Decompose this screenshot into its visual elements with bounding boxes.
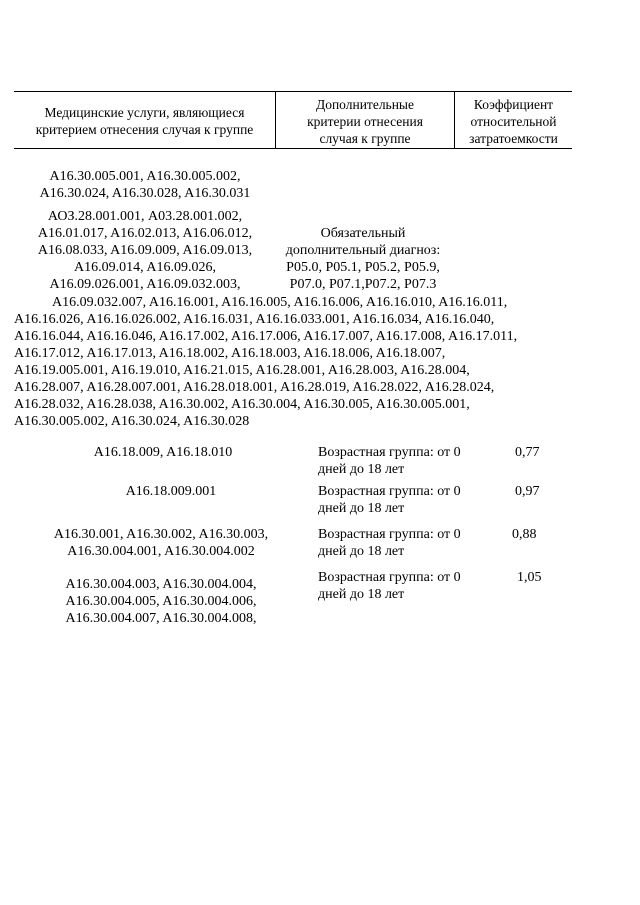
criteria-line: дополнительный диагноз:: [285, 243, 441, 258]
service-codes-line: A16.08.033, A16.09.009, A16.09.013,: [37, 243, 253, 258]
service-codes-line: A16.16.026, A16.16.026.002, A16.16.031, A16.16.033.001, A16.16.034, A16.16.040,: [14, 312, 495, 327]
header-text: затратоемкости: [469, 131, 558, 146]
criteria-line: Возрастная группа: от 0: [318, 484, 461, 499]
services-cell: [40, 483, 302, 500]
criteria-line: дней до 18 лет: [318, 544, 405, 559]
service-codes-line: A16.30.004.007, A16.30.004.008,: [65, 611, 257, 626]
service-codes-line: A16.30.005.002, A16.30.024, A16.30.028: [14, 414, 250, 429]
coefficient-value: 1,05: [517, 570, 542, 585]
service-codes-line: A16.09.032.007, A16.16.001, A16.16.005, A16.16.006, A16.16.010, A16.16.011,: [52, 295, 508, 310]
service-codes-line: A16.16.044, A16.16.046, A16.17.002, A16.17.006, A16.17.007, A16.17.008, A16.17.011,: [14, 329, 518, 344]
service-codes-line: АОЗ.28.001.001, A03.28.001.002,: [47, 209, 243, 224]
service-codes-line: A16.18.009, A16.18.010: [93, 445, 233, 460]
header-coefficient-column: [455, 92, 572, 148]
header-text: Коэффициент: [473, 97, 554, 112]
service-codes-line: A16.09.014, A16.09.026,: [74, 260, 216, 275]
service-codes-line: A16.30.005.001, A16.30.005.002,: [49, 169, 241, 184]
service-codes-line: A16.30.004.001, A16.30.004.002: [67, 544, 255, 559]
services-cell: [14, 168, 276, 202]
header-criteria-column: [276, 92, 455, 148]
header-text: критерием отнесения случая к группе: [35, 122, 254, 137]
service-codes-line: A16.01.017, A16.02.013, A16.06.012,: [37, 226, 253, 241]
service-codes-line: A16.30.004.005, A16.30.004.006,: [65, 594, 257, 609]
table-header: [14, 91, 572, 149]
header-text: Медицинские услуги, являющиеся: [44, 105, 245, 120]
service-codes-line: A16.28.032, A16.28.038, A16.30.002, A16.30.004, A16.30.005, A16.30.005.001,: [14, 397, 470, 412]
service-codes-line: A16.30.004.003, A16.30.004.004,: [65, 577, 257, 592]
criteria-line: P07.0, P07.1,P07.2, P07.3: [289, 277, 437, 292]
service-codes-line: A16.09.026.001, A16.09.032.003,: [49, 277, 241, 292]
criteria-line: Возрастная группа: от 0: [318, 570, 461, 585]
criteria-cell: [318, 526, 461, 560]
coefficient-value: 0,97: [515, 484, 540, 499]
header-text: случая к группе: [319, 131, 411, 146]
criteria-line: P05.0, P05.1, P05.2, P05.9,: [286, 260, 440, 275]
services-cell: [30, 576, 292, 627]
service-codes-line: A16.18.009.001: [125, 484, 217, 499]
coefficient-value: 0,77: [515, 445, 540, 460]
criteria-line: дней до 18 лет: [318, 462, 405, 477]
criteria-line: дней до 18 лет: [318, 587, 405, 602]
criteria-line: Возрастная группа: от 0: [318, 445, 461, 460]
criteria-line: Возрастная группа: от 0: [318, 527, 461, 542]
service-codes-line: A16.30.024, A16.30.028, A16.30.031: [39, 186, 251, 201]
criteria-cell: [318, 444, 461, 478]
criteria-line: дней до 18 лет: [318, 501, 405, 516]
services-wide-block: [14, 294, 574, 430]
service-codes-line: A16.28.007, A16.28.007.001, A16.28.018.001, A16.28.019, A16.28.022, A16.28.024,: [14, 380, 495, 395]
header-text: Дополнительные: [315, 97, 414, 112]
criteria-cell: [272, 225, 454, 293]
criteria-line: Обязательный: [320, 226, 406, 241]
header-services-column: [14, 92, 276, 148]
service-codes-line: A16.19.005.001, A16.19.010, A16.21.015, A16.28.001, A16.28.003, A16.28.004,: [14, 363, 470, 378]
service-codes-line: A16.17.012, A16.17.013, A16.18.002, A16.18.003, A16.18.006, A16.18.007,: [14, 346, 446, 361]
header-text: относительной: [470, 114, 557, 129]
services-cell: [14, 208, 276, 293]
services-cell: [30, 526, 292, 560]
criteria-cell: [318, 569, 461, 603]
criteria-cell: [318, 483, 461, 517]
coefficient-value: 0,88: [512, 527, 537, 542]
services-cell: [32, 444, 294, 461]
service-codes-line: A16.30.001, A16.30.002, A16.30.003,: [53, 527, 269, 542]
header-text: критерии отнесения: [307, 114, 423, 129]
